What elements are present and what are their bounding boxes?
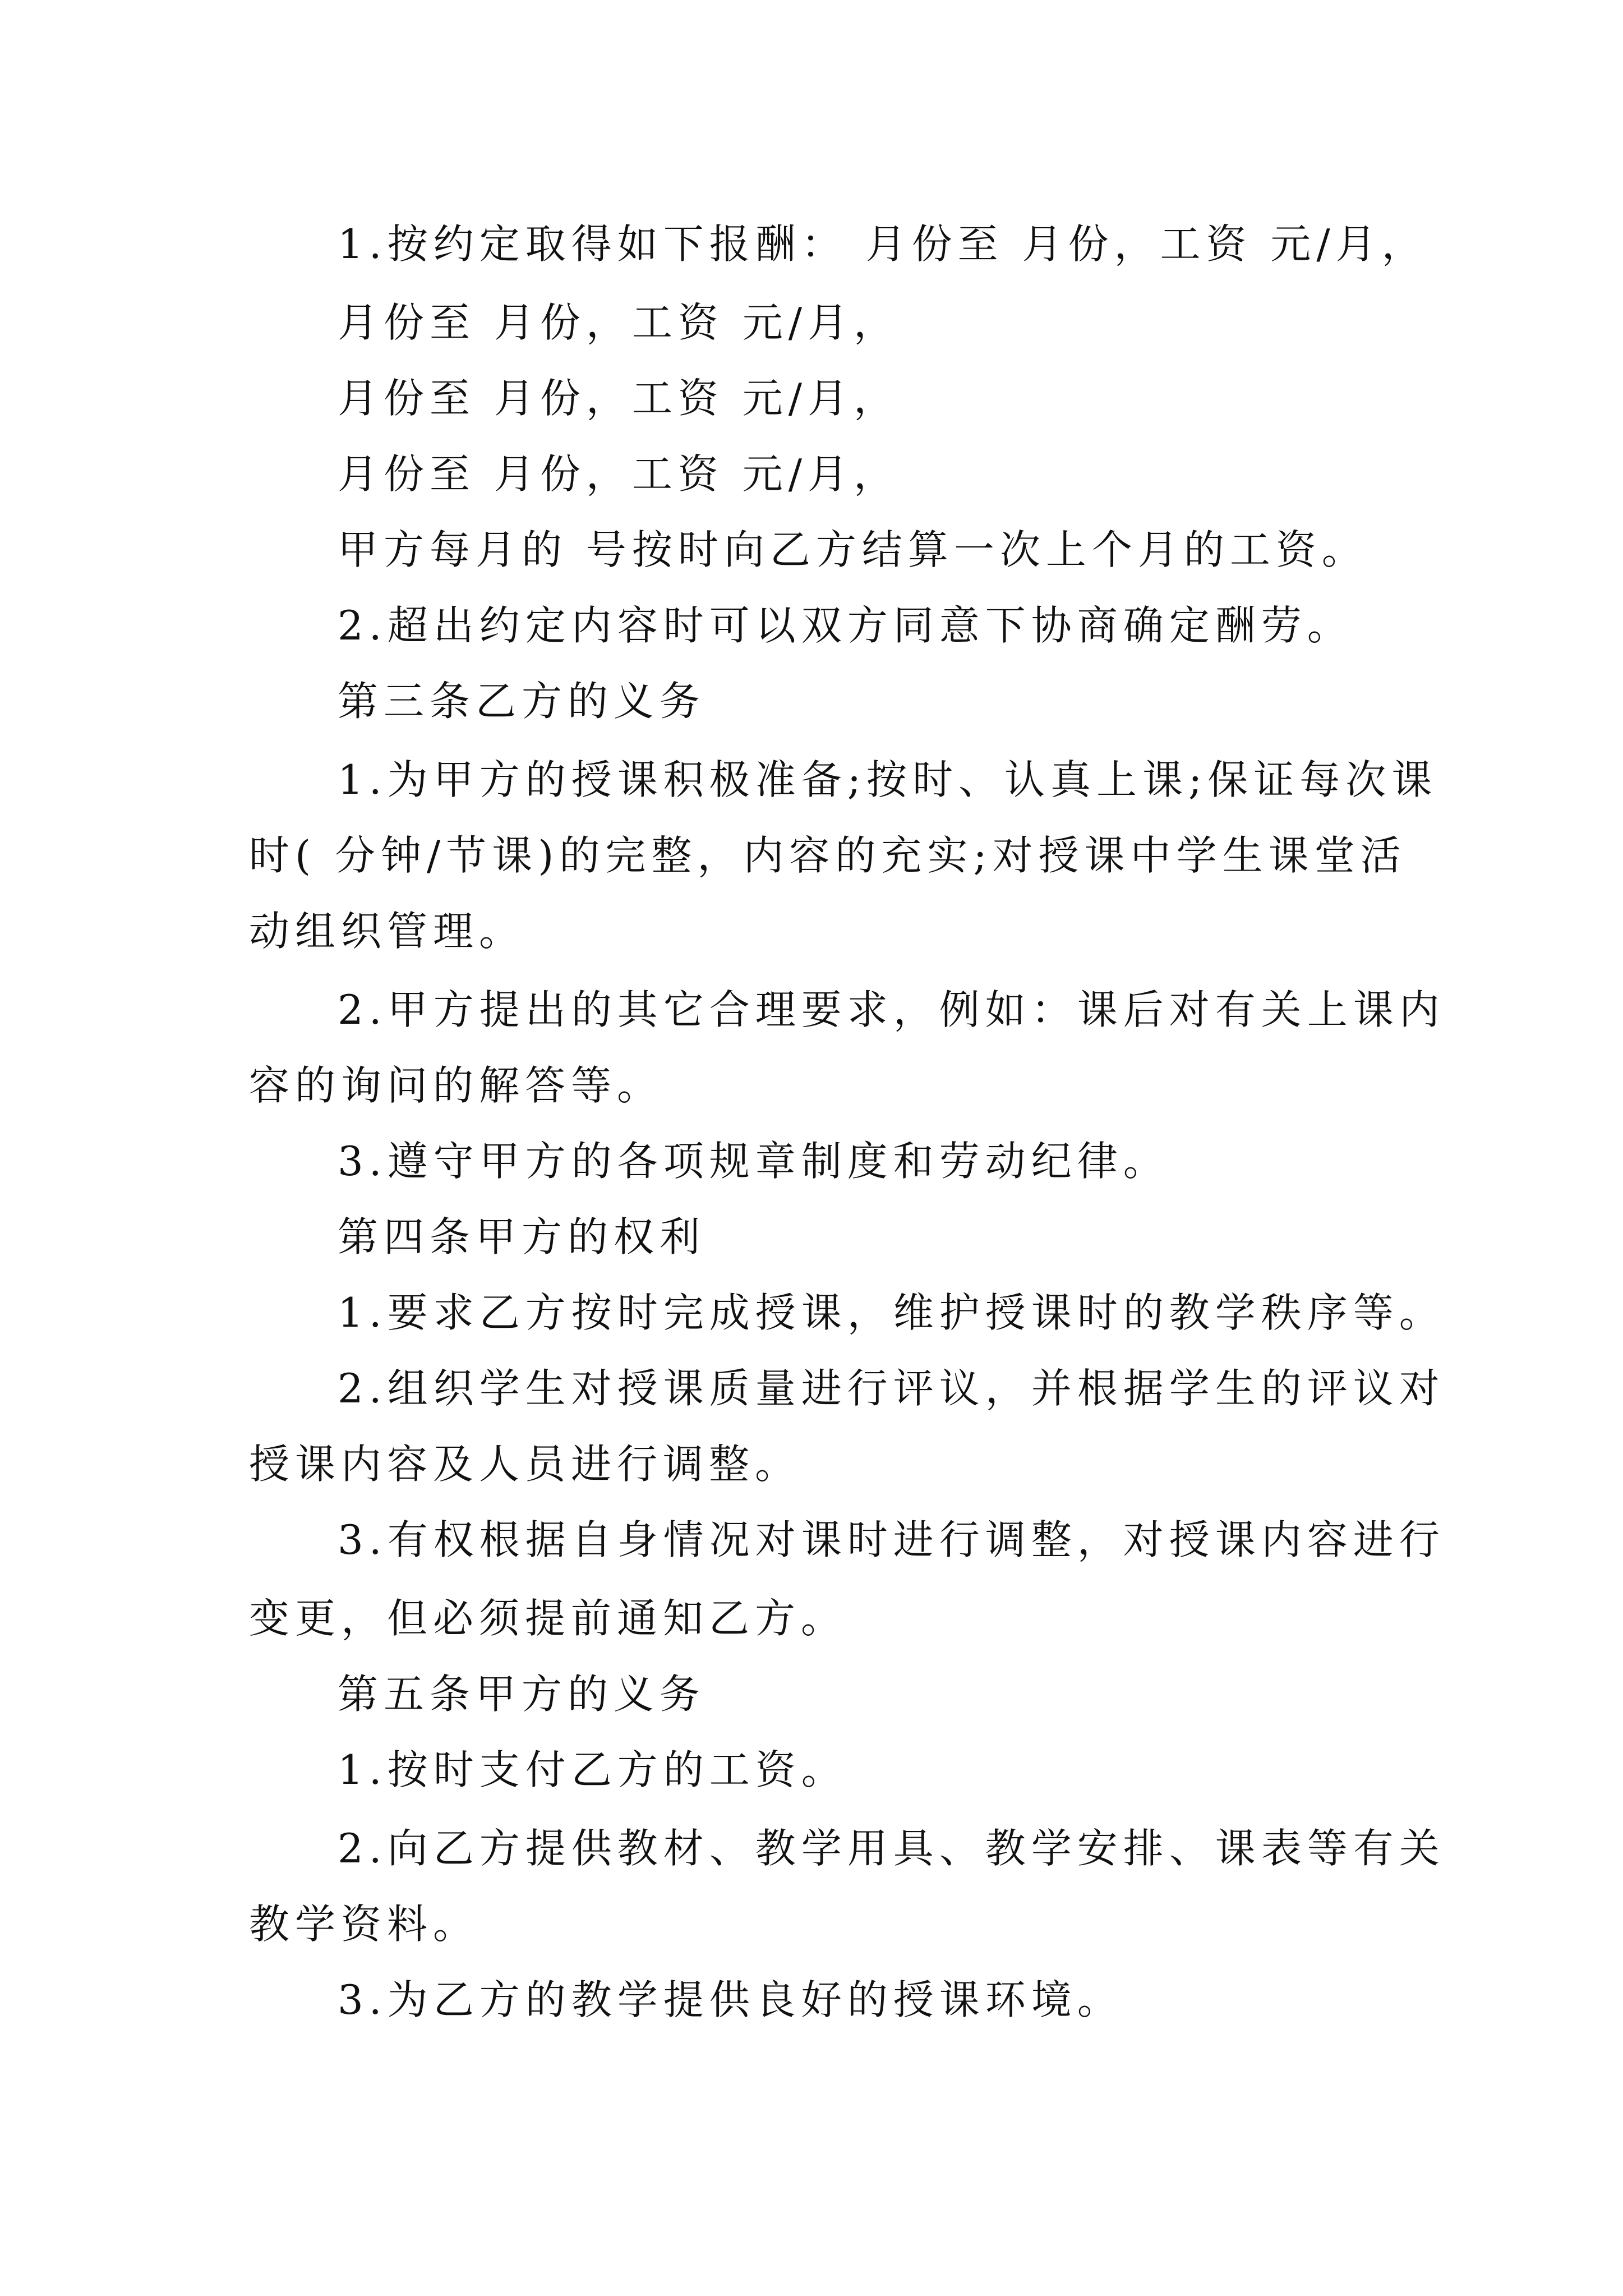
party-a-right-2-line: 2.组织学生对授课质量进行评议，并根据学生的评议对 xyxy=(338,1365,1445,1412)
party-b-duty-1-line: 时( 分钟/节课)的完整，内容的充实;对授课中学生课堂活 xyxy=(249,832,1407,879)
extra-reward-line: 2.超出约定内容时可以双方同意下协商确定酬劳。 xyxy=(338,602,1353,649)
party-a-right-3-line: 变更，但必须提前通知乙方。 xyxy=(249,1595,847,1642)
reward-clause-line: 1.按约定取得如下报酬： 月份至 月份，工资 元/月， xyxy=(338,220,1428,268)
party-a-duty-1-line: 1.按时支付乙方的工资。 xyxy=(338,1746,847,1793)
section-heading-party-a-rights: 第四条甲方的权利 xyxy=(338,1213,706,1260)
party-a-right-3-line: 3.有权根据自身情况对课时进行调整，对授课内容进行 xyxy=(338,1516,1445,1563)
section-heading-party-a-duties: 第五条甲方的义务 xyxy=(338,1671,706,1718)
salary-period-line: 月份至 月份，工资 元/月， xyxy=(338,375,900,422)
party-a-right-2-line: 授课内容及人员进行调整。 xyxy=(249,1441,801,1488)
party-b-duty-3-line: 3.遵守甲方的各项规章制度和劳动纪律。 xyxy=(338,1138,1169,1185)
party-a-duty-2-line: 2.向乙方提供教材、教学用具、教学安排、课表等有关 xyxy=(338,1825,1445,1872)
party-b-duty-1-line: 动组织管理。 xyxy=(249,908,525,955)
salary-period-line: 月份至 月份，工资 元/月， xyxy=(338,299,900,346)
party-a-duty-3-line: 3.为乙方的教学提供良好的授课环境。 xyxy=(338,1976,1123,2023)
payment-day-line: 甲方每月的 号按时向乙方结算一次上个月的工资。 xyxy=(338,526,1368,573)
party-b-duty-1-line: 1.为甲方的授课积极准备;按时、认真上课;保证每次课 xyxy=(338,756,1438,803)
party-a-right-1-line: 1.要求乙方按时完成授课，维护授课时的教学秩序等。 xyxy=(338,1289,1445,1336)
section-heading-party-b-duties: 第三条乙方的义务 xyxy=(338,678,706,725)
party-b-duty-2-line: 容的询问的解答等。 xyxy=(249,1062,663,1109)
party-a-duty-2-line: 教学资料。 xyxy=(249,1901,479,1948)
party-b-duty-2-line: 2.甲方提出的其它合理要求，例如：课后对有关上课内 xyxy=(338,986,1445,1033)
salary-period-line: 月份至 月份，工资 元/月， xyxy=(338,450,900,498)
